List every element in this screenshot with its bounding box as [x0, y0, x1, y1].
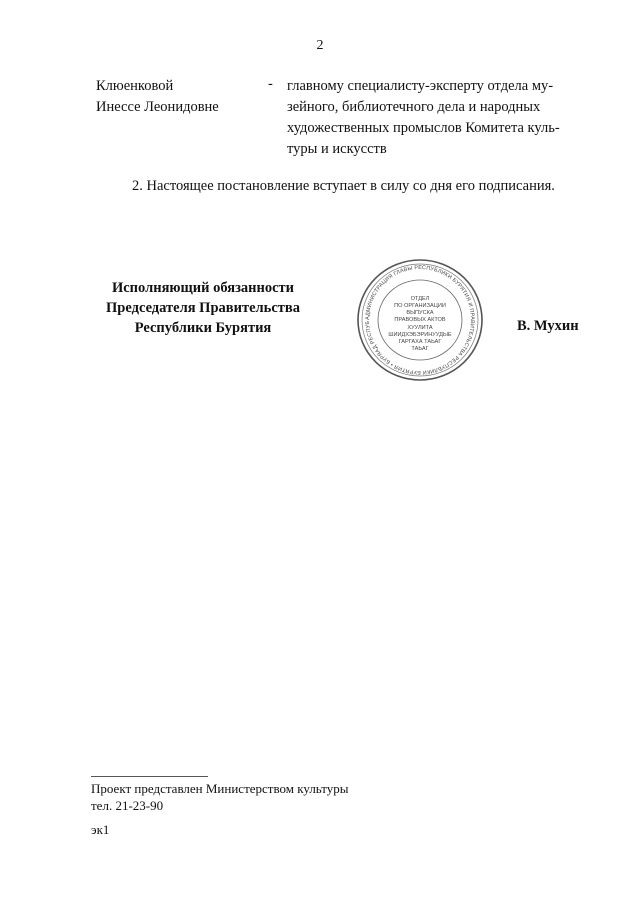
signature-title — [80, 278, 326, 338]
clause-2: 2. Настоящее постановление вступает в силу со дня его подписания. — [132, 178, 555, 194]
signature-title-line: Исполняющий обязанности — [111, 280, 295, 296]
footnote-origin: Проект представлен Министерством культуры — [91, 781, 349, 796]
entry-dash: - — [268, 76, 273, 92]
signer-name: В. Мухин — [517, 318, 579, 334]
position-line: туры и искусств — [287, 141, 387, 157]
recipient-position — [287, 76, 578, 160]
signature-title-line: Председателя Правительства — [106, 300, 300, 316]
seal-center-line: ОТДЕЛ — [410, 296, 430, 302]
recipient-name-line1: Клюенковой — [96, 78, 174, 94]
position-line: зейного, библиотечного дела и народных — [287, 99, 541, 115]
seal-center-line: ПО ОРГАНИЗАЦИИ — [394, 303, 446, 309]
seal-center-line: ТАЬАГ — [411, 346, 429, 352]
footnote-phone: тел. 21-23-90 — [91, 798, 164, 813]
official-seal — [352, 258, 488, 382]
seal-center-line: ХУУЛИТА — [407, 325, 433, 331]
position-line: главному специалисту-эксперту отдела му- — [287, 78, 554, 94]
seal-center-line: ПРАВОВЫХ АКТОВ — [394, 317, 446, 323]
signature-title-line: Республики Бурятия — [134, 320, 272, 336]
position-line: художественных промыслов Комитета куль- — [287, 120, 560, 136]
recipient-name-line2: Инессе Леонидовне — [96, 99, 219, 115]
seal-center-line: ВЫПУСКА — [406, 310, 434, 316]
page-number: 2 — [316, 38, 324, 53]
footnote-divider — [91, 776, 208, 777]
seal-center-line: ГАРГАХА ТАЬАГ — [398, 339, 442, 345]
seal-center-line: ШИИДХЭБЭРИНУУДЫЕ — [388, 332, 452, 338]
footnote-code: эк1 — [91, 822, 110, 837]
seal-ring-text: АДМИНИСТРАЦИЯ ГЛАВЫ РЕСПУБЛИКИ БУРЯТИЯ И ПРАВИТЕЛЬСТВА РЕСПУБЛИКИ БУРЯТИЯ • БУРЯАД РЕСПУБ — [364, 264, 476, 376]
seal-graphic — [352, 258, 488, 382]
